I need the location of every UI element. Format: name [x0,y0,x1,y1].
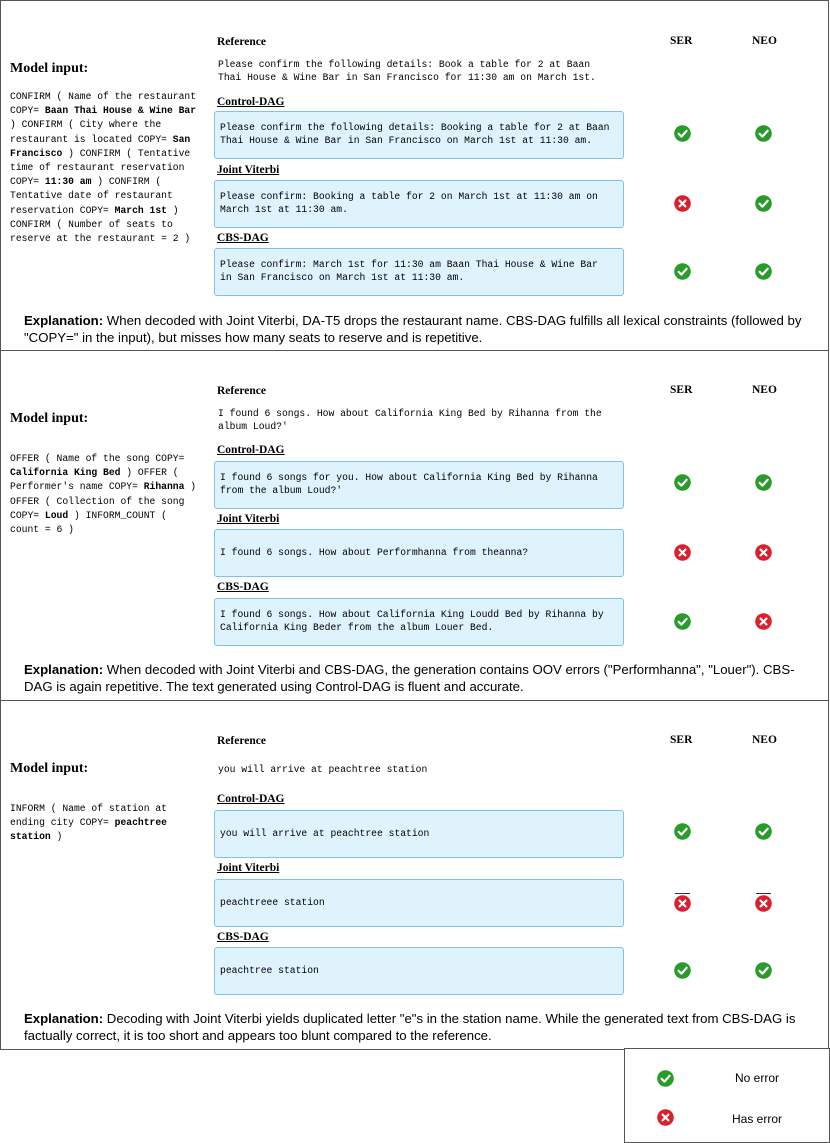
explanation-label: Explanation: [24,1011,104,1026]
ser-header: SER [670,384,693,396]
neo-status-icon [755,474,772,491]
generated-text: I found 6 songs. How about Performhanna from theanna? [220,546,529,558]
generated-output-joint-viterbi [214,529,624,577]
check-icon [657,1070,674,1087]
cross-icon [657,1109,674,1126]
explanation [24,1010,819,1044]
legend [624,1048,830,1143]
ser-status-icon [674,544,691,561]
icon-overbar [675,893,690,894]
legend-label-no-error: No error [735,1071,780,1085]
generated-text: I found 6 songs. How about California King Loudd Bed by Rihanna by California King Beder from the album Louer Bed. [220,609,604,633]
neo-status-icon [755,823,772,840]
ser-status-icon [674,962,691,979]
system-label-control-dag: Control-DAG [217,793,285,805]
model-input-title: Model input: [10,411,89,426]
explanation [24,312,819,346]
explanation-text: When decoded with Joint Viterbi and CBS-DAG, the generation contains OOV errors ("Performhanna", "Louer"). CBS-DAG is again repetitive. The text generated using Control-DAG is fluent and accurate. [24,662,795,694]
neo-header: NEO [752,734,777,746]
generated-output-control-dag [214,461,624,509]
system-label-joint-viterbi: Joint Viterbi [217,862,280,874]
system-label-control-dag: Control-DAG [217,444,285,456]
system-label-joint-viterbi: Joint Viterbi [217,513,280,525]
generated-text: Please confirm: Booking a table for 2 on March 1st at 11:30 am on March 1st at 11:30 am. [220,191,598,215]
example-panel-3 [0,700,829,1050]
ser-status-icon [674,263,691,280]
reference-header: Reference [217,385,266,397]
ser-header: SER [670,734,693,746]
ser-status-icon [674,125,691,142]
model-input-text: OFFER ( Name of the song COPY= California King Bed ) OFFER ( Performer's name COPY= Rihanna ) OFFER ( Collection of the song COPY= Loud ) INFORM_COUNT ( count = 6 ) [10,453,197,536]
explanation-text: Decoding with Joint Viterbi yields duplicated letter "e"s in the station name. While the generated text from CBS-DAG is factually correct, it is too short and appears too blunt compared to the reference. [24,1011,796,1043]
generated-text: Please confirm the following details: Booking a table for 2 at Baan Thai House & Wine Bar in San Francisco on March 1st at 11:30 am. [220,122,610,146]
generated-output-joint-viterbi [214,180,624,228]
generated-text: Please confirm: March 1st for 11:30 am Baan Thai House & Wine Bar in San Francisco on March 1st at 11:30 am. [220,259,598,283]
legend-label-has-error: Has error [732,1112,783,1126]
generated-output-cbs-dag [214,598,624,646]
reference-header: Reference [217,735,266,747]
neo-status-icon [755,125,772,142]
reference-header: Reference [217,36,266,48]
generated-output-control-dag [214,810,624,858]
generated-output-cbs-dag [214,947,624,995]
ser-status-icon [674,474,691,491]
generated-output-cbs-dag [214,248,624,296]
ser-status-icon [674,195,691,212]
generated-text: you will arrive at peachtree station [220,827,430,839]
explanation-label: Explanation: [24,313,104,328]
model-input-title: Model input: [10,61,89,76]
explanation-label: Explanation: [24,662,104,677]
model-input-title: Model input: [10,761,89,776]
system-label-cbs-dag: CBS-DAG [217,931,269,943]
model-input-text: INFORM ( Name of station at ending city COPY= peachtree station ) [10,803,167,843]
neo-header: NEO [752,384,777,396]
reference-text: you will arrive at peachtree station [218,764,428,775]
system-label-cbs-dag: CBS-DAG [217,232,269,244]
neo-header: NEO [752,35,777,47]
model-input-text: CONFIRM ( Name of the restaurant COPY= Baan Thai House & Wine Bar ) CONFIRM ( City where the restaurant is located COPY= San Francisco ) CONFIRM ( Tentative time of restaurant reservation COPY= 11:30 am ) CONFIRM ( Tentative date of restaurant reservation COPY= March 1st ) CONFIRM ( Number of seats to reserve at the restaurant = 2 ) [10,91,197,245]
generated-output-joint-viterbi [214,879,624,927]
neo-status-icon [755,195,772,212]
generated-text: peachtree station [220,964,319,976]
neo-status-icon [755,263,772,280]
system-label-joint-viterbi: Joint Viterbi [217,164,280,176]
generated-text: I found 6 songs for you. How about California King Bed by Rihanna from the album Loud?' [220,472,598,496]
neo-status-icon [755,544,772,561]
reference-text: I found 6 songs. How about California King Bed by Rihanna from the album Loud?' [218,408,602,432]
ser-header: SER [670,35,693,47]
example-panel-2 [0,350,829,701]
neo-status-icon [755,962,772,979]
system-label-control-dag: Control-DAG [217,96,285,108]
example-panel-1 [0,0,829,351]
explanation-text: When decoded with Joint Viterbi, DA-T5 drops the restaurant name. CBS-DAG fulfills all lexical constraints (followed by "COPY=" in the input), but misses how many seats to reserve and is repetitive. [24,313,802,345]
neo-status-icon [755,895,772,912]
system-label-cbs-dag: CBS-DAG [217,581,269,593]
ser-status-icon [674,895,691,912]
generated-text: peachtreee station [220,896,325,908]
explanation [24,661,819,695]
generated-output-control-dag [214,111,624,159]
ser-status-icon [674,823,691,840]
ser-status-icon [674,613,691,630]
icon-overbar [756,893,771,894]
neo-status-icon [755,613,772,630]
reference-text: Please confirm the following details: Book a table for 2 at Baan Thai House & Wine Bar in San Francisco for 11:30 am on March 1st. [218,59,596,83]
